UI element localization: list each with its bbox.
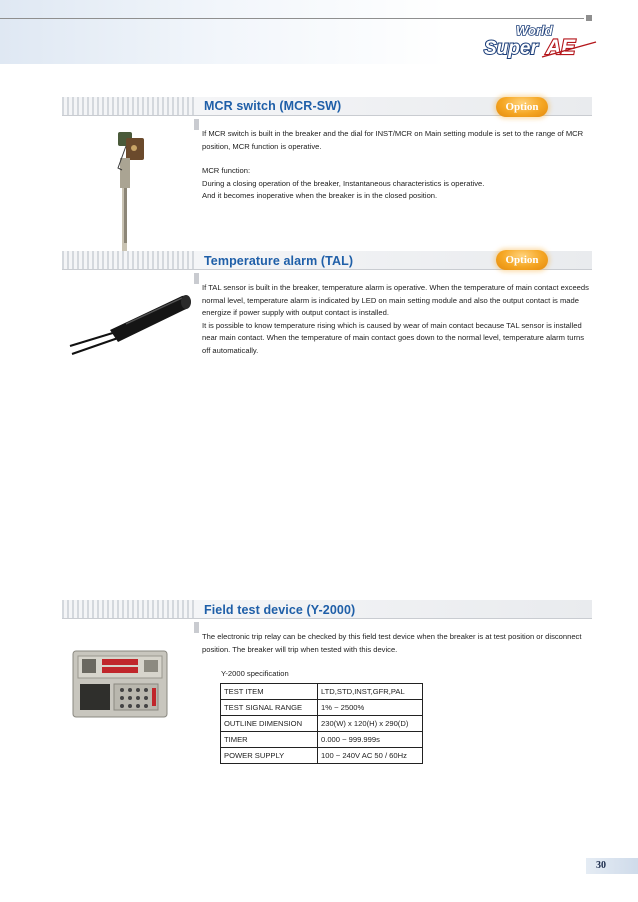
table-row	[221, 700, 423, 716]
field-test-device-image	[72, 650, 168, 718]
tal-paragraph-2: It is possible to know temperature rising which is caused by wear of main contact because TAL sensor is installed near main contact. When the temperature of main contact goes down to the normal level, temperature alarm turns off automatically.	[202, 320, 584, 355]
tal-section-title: Temperature alarm (TAL)	[204, 254, 354, 268]
table-row	[221, 684, 423, 700]
mcr-section-title: MCR switch (MCR-SW)	[204, 99, 342, 113]
page-number-badge	[586, 858, 638, 874]
mcr-paragraph-1: If MCR switch is built in the breaker and the dial for INST/MCR on Main setting module is set to the range of MCR position, MCR function is operative.	[202, 129, 584, 151]
page-number: 30	[596, 860, 606, 871]
table-row	[221, 732, 423, 748]
tal-grey-marker	[194, 273, 199, 284]
mcr-function-line-2: And it becomes inoperative when the breaker is in the closed position.	[202, 191, 438, 201]
spec-item-cell: TIMER	[221, 732, 318, 748]
table-row	[221, 716, 423, 732]
spec-item-cell: TEST ITEM	[221, 684, 318, 700]
tal-description	[202, 282, 594, 358]
spec-table	[220, 683, 423, 764]
spec-value-cell: LTD,STD,INST,GFR,PAL	[318, 684, 423, 700]
ftd-paragraph-1: The electronic trip relay can be checked by this field test device when the breaker is at test position or disconnect position. The breaker will trip when tested with this device.	[202, 632, 582, 654]
spec-value-cell: 1% ~ 2500%	[318, 700, 423, 716]
tal-paragraph-1: If TAL sensor is built in the breaker, temperature alarm is operative. When the temperature of main contact exceeds normal level, temperature alarm is indicated by LED on main setting module and also the output contact is made energize if power supply with output contact is installed.	[202, 283, 589, 318]
world-superae-logo	[480, 20, 600, 62]
spec-item-cell: POWER SUPPLY	[221, 748, 318, 764]
mcr-grey-marker	[194, 119, 199, 130]
spec-item-cell: TEST SIGNAL RANGE	[221, 700, 318, 716]
mcr-function-block	[202, 165, 594, 203]
mcr-function-heading: MCR function:	[202, 166, 251, 175]
spec-value-cell: 0.000 ~ 999.999s	[318, 732, 423, 748]
tal-option-badge: Option	[496, 250, 548, 270]
mcr-function-line-1: During a closing operation of the breaker, Instantaneous characteristics is operative.	[202, 178, 485, 188]
mcr-switch-image	[112, 128, 152, 258]
mcr-option-badge: Option	[496, 97, 548, 117]
spec-value-cell: 100 ~ 240V AC 50 / 60Hz	[318, 748, 423, 764]
spec-item-cell: OUTLINE DIMENSION	[221, 716, 318, 732]
header-rule	[0, 18, 584, 19]
spec-table-title: Y-2000 specification	[221, 669, 289, 678]
logo-super-text: Super	[484, 38, 538, 59]
mcr-description	[202, 128, 594, 153]
logo-ae-text: AE	[546, 36, 576, 59]
spec-value-cell: 230(W) x 120(H) x 290(D)	[318, 716, 423, 732]
ftd-grey-marker	[194, 622, 199, 633]
ftd-description	[202, 631, 594, 656]
ftd-section-title: Field test device (Y-2000)	[204, 603, 356, 617]
table-row	[221, 748, 423, 764]
tal-sensor-image	[66, 290, 196, 360]
logo-world-text: World	[516, 23, 553, 38]
